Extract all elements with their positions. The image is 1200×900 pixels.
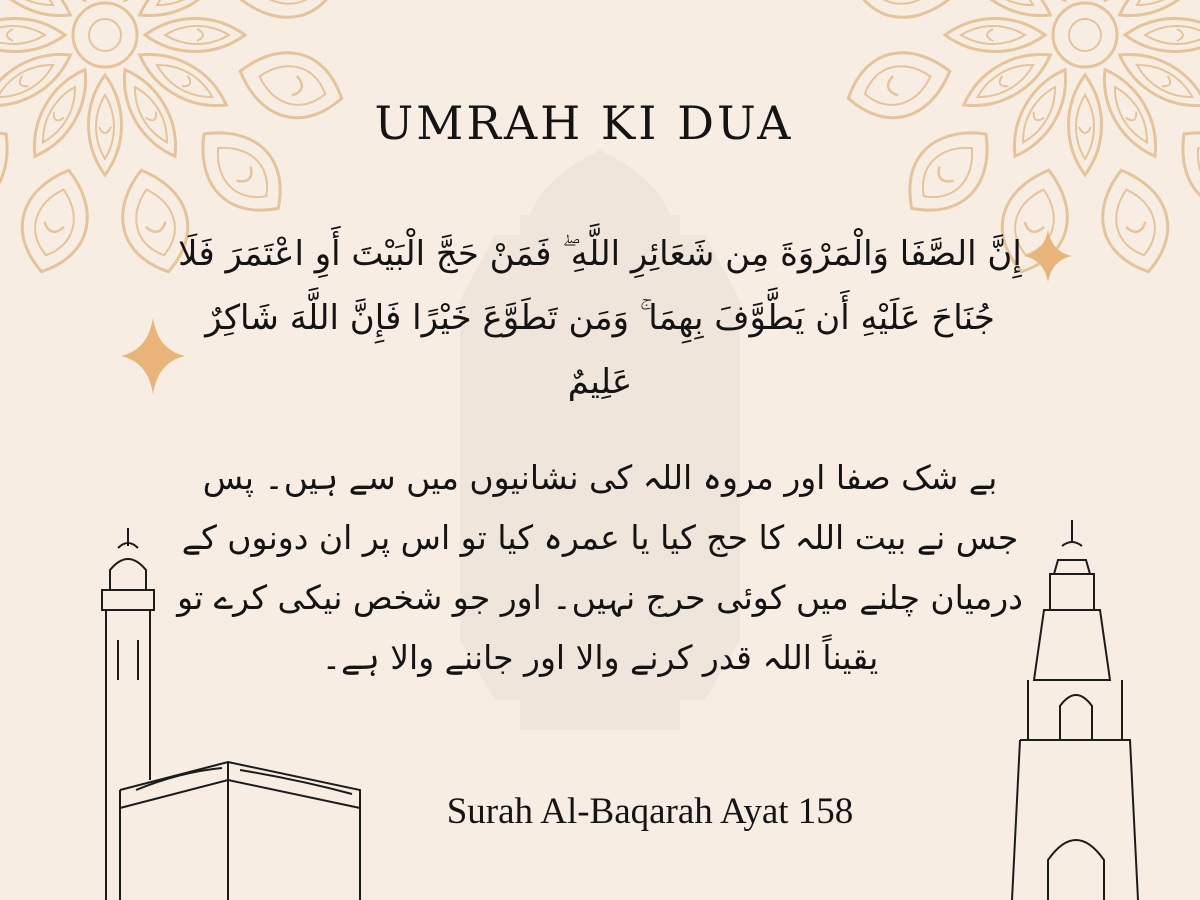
verse-reference: Surah Al-Baqarah Ayat 158 <box>446 791 854 832</box>
minaret-line-art <box>102 528 154 900</box>
arabic-verse: إِنَّ الصَّفَا وَالْمَرْوَةَ مِن شَعَائِرِ اللَّهِ ۖ فَمَنْ حَجَّ الْبَيْتَ أَوِ اعْتَمَرَ فَلَا جُنَاحَ عَلَيْهِ أَن يَطَّوَّفَ بِهِمَا ۚ وَمَن تَطَوَّعَ خَيْرًا فَإِنَّ اللَّهَ شَاكِرٌ عَلِيمٌ <box>178 234 1022 402</box>
kaaba-line-art <box>120 762 360 900</box>
page-title: UMRAH KI DUA <box>374 96 794 150</box>
minaret-line-art <box>1012 520 1138 900</box>
urdu-translation: بے شک صفا اور مروہ اللہ کی نشانیوں میں سے ہیں۔ پس جس نے بیت اللہ کا حج کیا یا عمرہ کیا تو اس پر ان دونوں کے درمیان چلنے میں کوئی حرج نہیں۔ اور جو شخص نیکی کرے تو یقیناً اللہ قدر کرنے والا اور جاننے والا ہے۔ <box>177 458 1023 677</box>
